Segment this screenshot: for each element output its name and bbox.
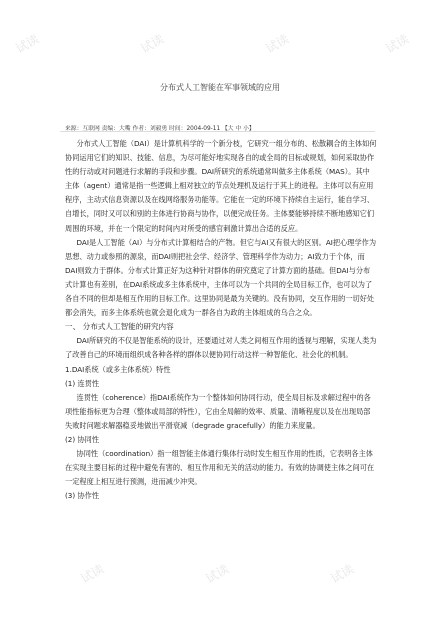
- article-body: [65, 137, 377, 503]
- document-title: 分布式人工智能在军事领域的应用: [160, 83, 280, 92]
- watermark: 试读: [78, 561, 107, 586]
- watermark: 试读: [383, 31, 412, 56]
- watermark: 试读: [138, 31, 167, 56]
- watermark: 试读: [328, 561, 357, 586]
- watermark: 试读: [203, 561, 232, 586]
- item-label: (1) 连贯性: [65, 378, 100, 388]
- item-text: 连贯性（coherence）指DAI系统作为一个整体如何协同行动，使全局目标及求解过程中的各项性能指标更为合理（整体或局部的特性），它由全局解的效率、质量、清晰程度以及在出现局部失败时问题求解器稳妥地做出平滑衰减（degrade gracefully）的能力来度量。: [65, 392, 371, 430]
- meta-line: 来源：互联网 责编：大嘴 作者：刘毅勇 时间：2004-09-11 【大 中 小】: [65, 126, 255, 132]
- watermark: 试读: [263, 31, 292, 56]
- paragraph: 分布式人工智能（DAI）是计算机科学的一个新分枝，它研究一组分布的、松散耦合的主体如何协同运用它们的知识、技能、信息，为尽可能好地实现各自的或全局的目标或规划，如何采取协作性的行动或对问题进行求解的手段和步骤。DAI所研究的系统通常叫做多主体系统（MAS）。其中主体（agent）通常是指一些逻辑上相对独立的节点处理机及运行于其上的进程。主体可以有应用程序，主动式信息资源以及在线网络服务功能等。它能在一定的环境下持续自主运行，能自学习、自增长，同时又可以和别的主体进行协商与协作，以便完成任务。主体要能够持续不断地感知它们周围的环境，并在一个限定的时间内对所受的感官刺激计算出合适的反应。: [65, 139, 377, 233]
- paragraph: DAI是人工智能（AI）与分布式计算相结合的产物。但它与AI又有很大的区别。AI把心理学作为思想、动力或参照的源泉，而DAI则把社会学、经济学、管理科学作为动力；AI致力于个体，而DAI则致力于群体。分布式计算正好为这种针对群体的研究奠定了计算方面的基础。但DAI与分布式计算也有差别，在DAI系统或多主体系统中，主体可以为一个共同的全局目标工作，也可以为了各自不同的但却是相互作用的目标工作。这里协同是最为关键的。没有协同，交互作用的一切好处都会消失，而多主体系统也就会退化成为一群各自为政的主体组成的乌合之众。: [65, 237, 377, 318]
- watermark: 试读: [13, 31, 42, 56]
- subheading: 1.DAI系统（或多主体系统）特性: [65, 364, 171, 374]
- section-heading: 一、 分布式人工智能的研究内容: [65, 322, 174, 332]
- item-text: 协同性（coordination）指一组智能主体通行集体行动时发生相互作用的性质，它表明各主体在实现主要目标的过程中避免有害的、相互作用和无关的活动的能力。有效的协调使主体之间可在一定程度上相互进行预测，进而减少冲突。: [65, 449, 375, 487]
- divider: [60, 131, 375, 132]
- item-label: (2) 协同性: [65, 434, 100, 444]
- item-label: (3) 协作性: [65, 491, 100, 501]
- paragraph: DAI所研究的不仅是智能系统的设计，还要通过对人类之间相互作用的透视与理解，实现人类为了改善自己的环境而组织成各种各样的群体以便协同行动这样一种智能化、社会化的机制。: [65, 336, 377, 360]
